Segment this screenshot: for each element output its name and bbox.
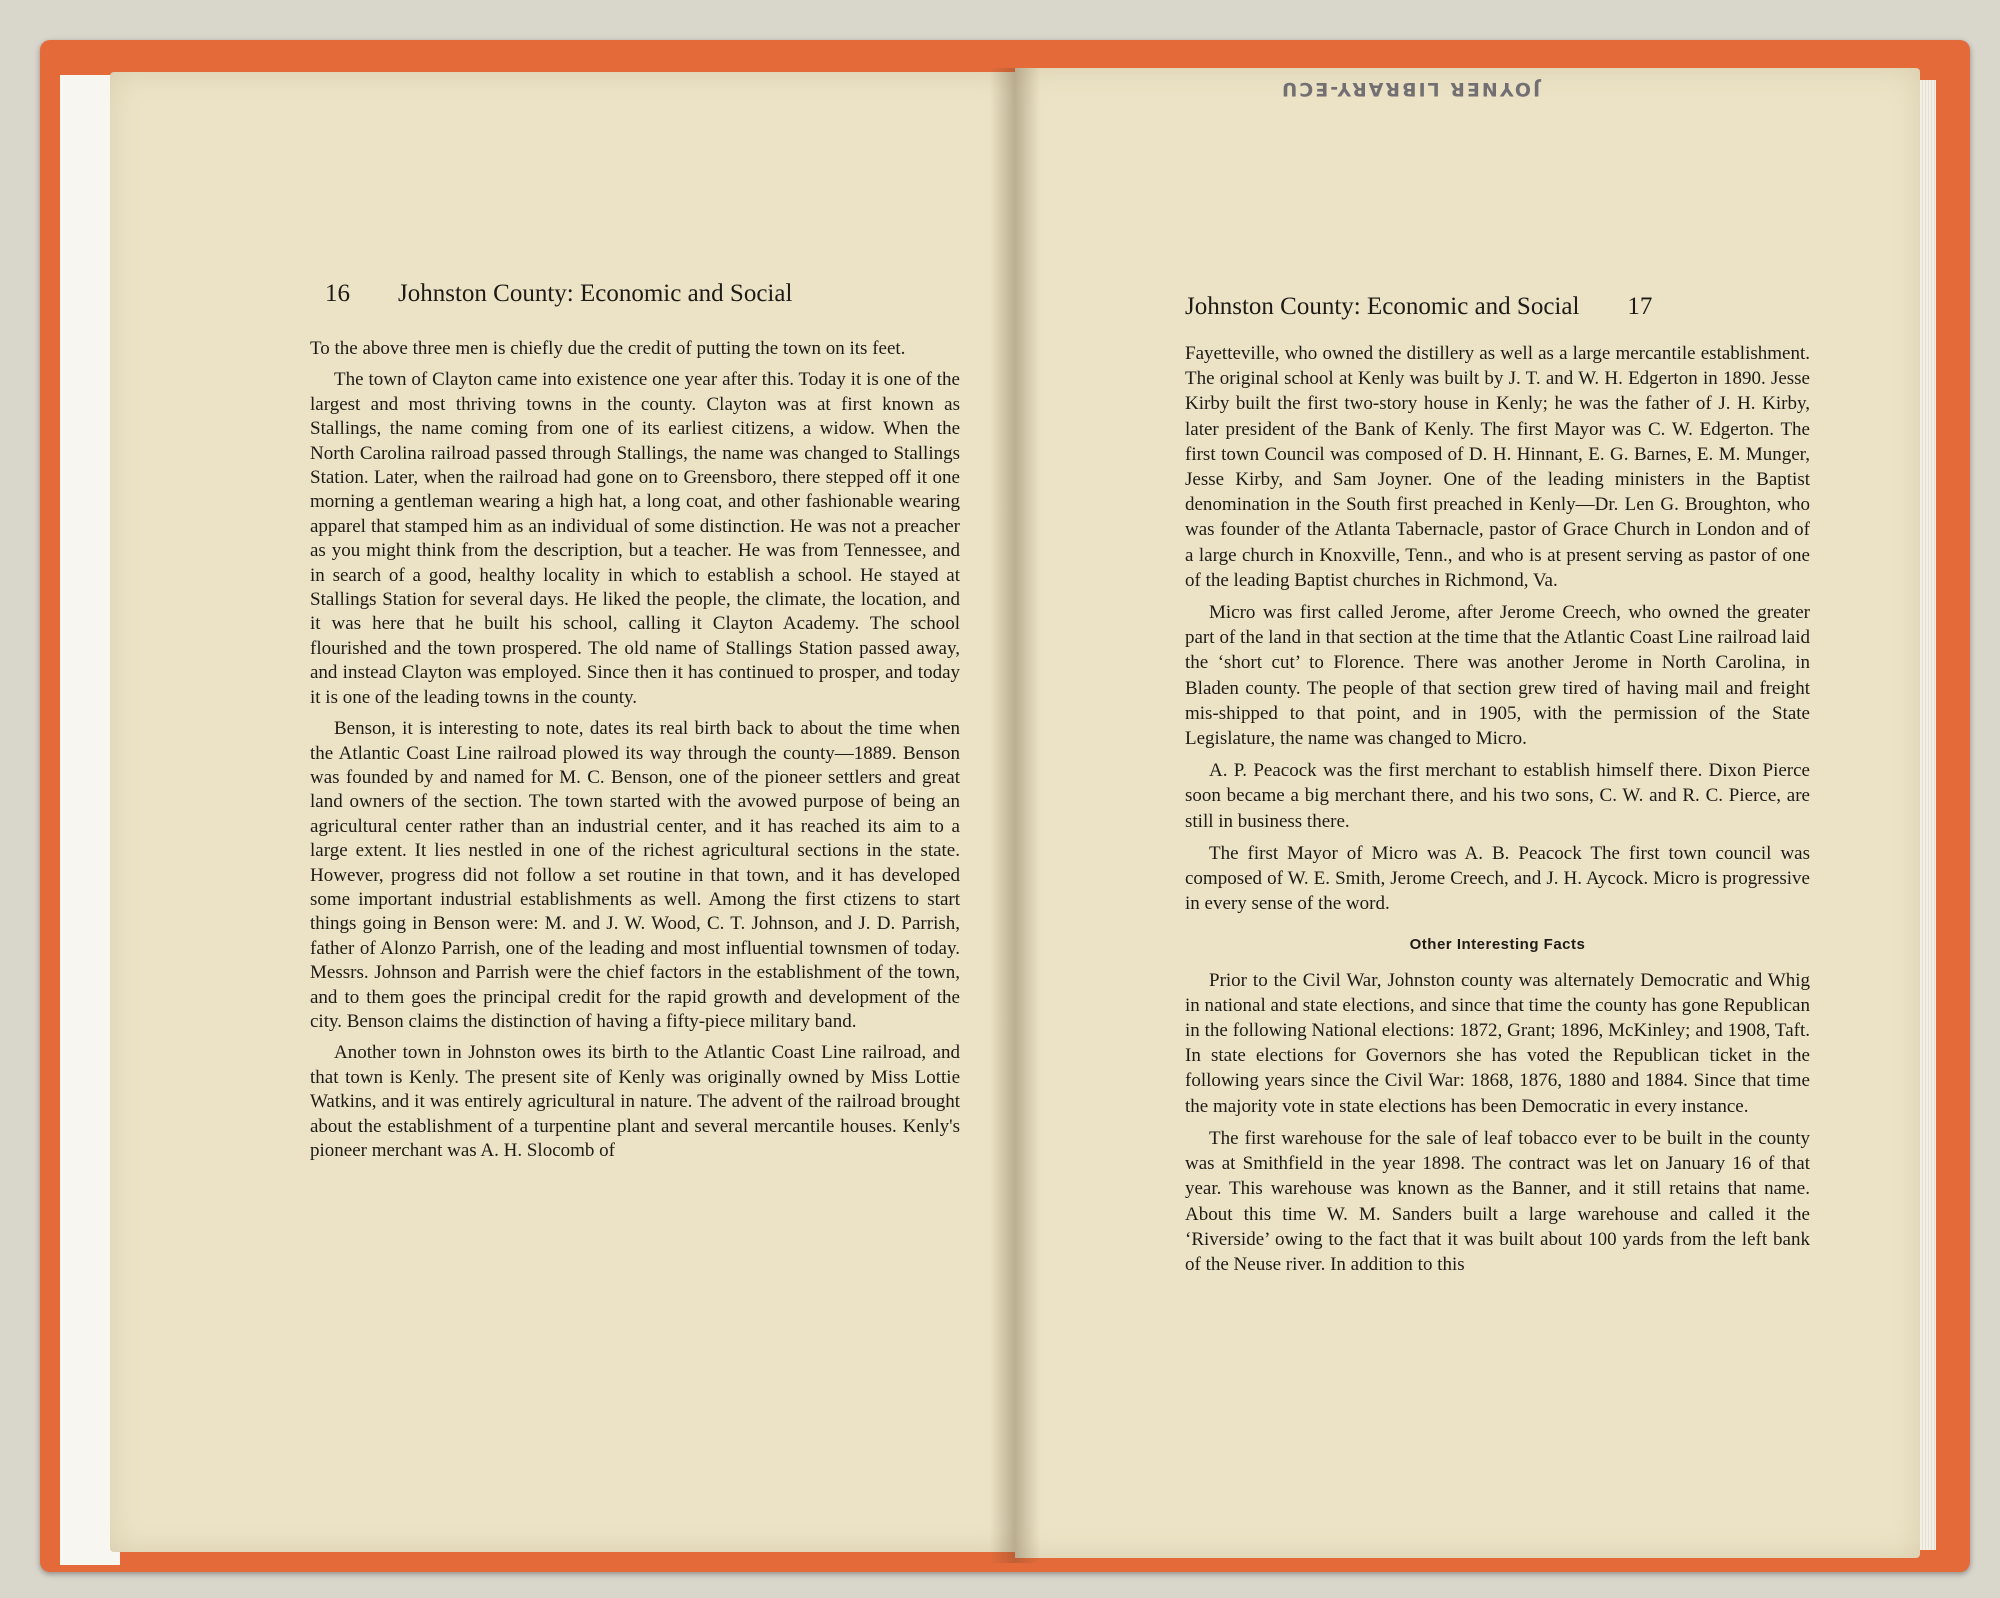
left-page-number: 16 xyxy=(325,280,350,307)
left-page-text xyxy=(310,337,960,1170)
page-edges xyxy=(1920,80,1936,1550)
left-paragraph-2: The town of Clayton came into existence one year after this. Today it is one of the largest and most thriving towns in the county. Clayton was at first known as Stallings, the name coming from one of its earliest citizens, a widow. When the North Carolina railroad passed through Stallings, the name was changed to Stallings Station. Later, when the railroad had gone on to Greensboro, there stepped off it one morning a gentleman wearing a high hat, a long coat, and other fashionable wearing apparel that stamped him as an individual of some distinction. He was not a preacher as you might think from the description, but a teacher. He was from Tennessee, and in search of a good, healthy locality in which to establish a school. He stayed at Stallings Station for several days. He liked the people, the climate, the location, and it was here that he built his school, calling it Clayton Academy. The school flourished and the town prospered. The old name of Stallings Station passed away, and instead Clayton was employed. Since then it has continued to prosper, and today it is one of the leading towns in the county. xyxy=(310,369,960,708)
right-page-number: 17 xyxy=(1627,293,1653,320)
right-page-title: Johnston County: Economic and Social xyxy=(1185,293,1580,320)
right-page xyxy=(1015,68,1920,1558)
left-paragraph-3: Benson, it is interesting to note, dates its real birth back to about the time when the Atlantic Coast Line railroad plowed its way through the county—1889. Benson was founded by and named for M. C. Benson, one of the pioneer settlers and great land owners of the section. The town started with the avowed purpose of being an agricultural center rather than an industrial center, and it has reached its aim to a large extent. It lies nestled in one of the richest agricultural sections in the state. However, progress did not follow a set routine in that town, and it has developed some important industrial establishments as well. Among the first ctizens to start things going in Benson were: M. and J. W. Wood, C. T. Johnson, and J. D. Parrish, father of Alonzo Parrish, one of the leading and most influential townsmen of today. Messrs. Johnson and Parrish were the chief factors in the establishment of the town, and to them goes the principal credit for the rapid growth and development of the city. Benson claims the distinction of having a fifty-piece military band. xyxy=(310,718,960,1032)
left-page-title: Johnston County: Economic and Social xyxy=(398,280,793,307)
left-page-header xyxy=(325,280,792,308)
right-page-text xyxy=(1185,341,1810,1284)
right-paragraph-3: A. P. Peacock was the first merchant to establish himself there. Dixon Pierce soon became a big merchant there, and his two sons, C. W. and R. C. Pierce, are still in business there. xyxy=(1185,760,1810,832)
right-paragraph-6: The first warehouse for the sale of leaf tobacco ever to be built in the county was at Smithfield in the year 1898. The contract was let on January 16 of that year. This warehouse was known as the Banner, and it still retains that name. About this time W. M. Sanders built a large warehouse and called it the ‘Riverside’ owing to the fact that it was built about 100 yards from the left bank of the Neuse river. In addition to this xyxy=(1185,1127,1810,1275)
right-page-header xyxy=(1185,293,1652,321)
left-page xyxy=(110,72,1015,1552)
book-gutter xyxy=(990,68,1040,1563)
left-paragraph-1: To the above three men is chiefly due the credit of putting the town on its feet. xyxy=(310,338,906,359)
library-stamp: JOYNER LIBRARY-ECU xyxy=(1279,78,1541,100)
section-heading: Other Interesting Facts xyxy=(1409,936,1586,954)
left-paragraph-4: Another town in Johnston owes its birth to the Atlantic Coast Line railroad, and that town is Kenly. The present site of Kenly was originally owned by Miss Lottie Watkins, and it was entirely agricultural in nature. The advent of the railroad brought about the establishment of a turpentine plant and several mercantile houses. Kenly's pioneer merchant was A. H. Slocomb of xyxy=(310,1042,960,1161)
right-paragraph-4: The first Mayor of Micro was A. B. Peacock The first town council was composed of W. E. Smith, Jerome Creech, and J. H. Aycock. Micro is progressive in every sense of the word. xyxy=(1185,842,1810,915)
right-paragraph-2: Micro was first called Jerome, after Jerome Creech, who owned the greater part of the land in that section at the time that the Atlantic Coast Line railroad laid the ‘short cut’ to Florence. There was another Jerome in North Carolina, in Bladen county. The people of that section grew tired of having mail and freight mis-shipped to that point, and in 1905, with the permission of the State Legislature, the name was changed to Micro. xyxy=(1185,602,1810,750)
right-paragraph-5: Prior to the Civil War, Johnston county was alternately Democratic and Whig in national and state elections, and since that time the county has gone Republican in the following National elections: 1872, Grant; 1896, McKinley; and 1908, Taft. In state elections for Governors she has voted the Republican ticket in the following years since the Civil War: 1868, 1876, 1880 and 1884. Since that time the majority vote in state elections has been Democratic in every instance. xyxy=(1185,969,1810,1117)
right-paragraph-1: Fayetteville, who owned the distillery as well as a large mercantile establishment. The original school at Kenly was built by J. T. and W. H. Edgerton in 1890. Jesse Kirby built the first two-story house in Kenly; he was the father of J. H. Kirby, later president of the Bank of Kenly. The first Mayor was C. W. Edgerton. The first town Council was composed of D. H. Hinnant, E. G. Barnes, E. M. Munger, Jesse Kirby, and Sam Joyner. One of the leading ministers in the Baptist denomination in the South first preached in Kenly—Dr. Len G. Broughton, who was founder of the Atlanta Tabernacle, pastor of Grace Church in London and of a large church in Knoxville, Tenn., and who is at present serving as pastor of one of the leading Baptist churches in Richmond, Va. xyxy=(1185,343,1810,591)
